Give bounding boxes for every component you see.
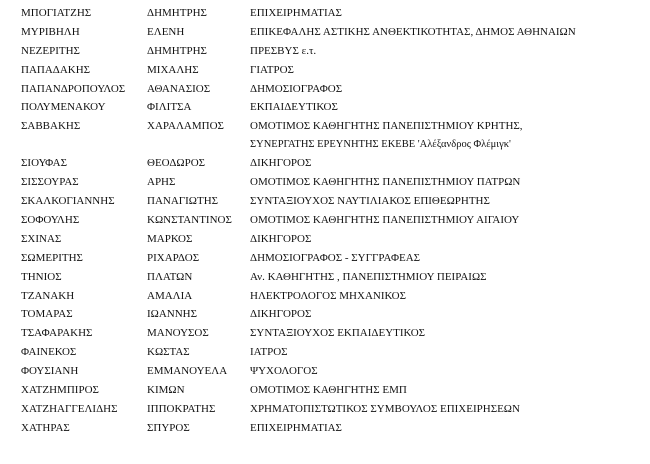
first-name: ΑΜΑΛΙΑ bbox=[147, 289, 193, 302]
first-name: ΠΑΝΑΓΙΩΤΗΣ bbox=[147, 195, 219, 208]
list-row-5 bbox=[0, 80, 650, 99]
occupation: ΔΙΚΗΓΟΡΟΣ bbox=[250, 232, 312, 245]
first-name: ΔΗΜΗΤΡΗΣ bbox=[147, 7, 207, 19]
occupation: ΙΑΤΡΟΣ bbox=[250, 346, 288, 359]
occupation: ΓΙΑΤΡΟΣ bbox=[250, 63, 294, 76]
occupation: ΨΥΧΟΛΟΓΟΣ bbox=[250, 365, 318, 378]
surname: ΤΣΑΦΑΡΑΚΗΣ bbox=[21, 327, 93, 340]
occupation: ΕΚΠΑΙΔΕΥΤΙΚΟΣ bbox=[250, 101, 338, 114]
surname: ΣΧΙΝΑΣ bbox=[21, 232, 62, 245]
surname: ΝΕΖΕΡΙΤΗΣ bbox=[21, 44, 80, 57]
first-name: ΕΛΕΝΗ bbox=[147, 25, 185, 38]
first-name: ΡΙΧΑΡΔΟΣ bbox=[147, 251, 200, 264]
list-row-10 bbox=[0, 192, 650, 211]
list-row-9 bbox=[0, 173, 650, 192]
list-row-2 bbox=[0, 23, 650, 42]
first-name: ΑΡΗΣ bbox=[147, 176, 176, 189]
occupation: ΣΥΝΤΑΞΙΟΥΧΟΣ ΕΚΠΑΙΔΕΥΤΙΚΟΣ bbox=[250, 327, 426, 340]
first-name: ΦΙΛΙΤΣΑ bbox=[147, 101, 192, 114]
surname: ΧΑΤΖΗΜΠΙΡΟΣ bbox=[21, 384, 99, 397]
first-name: ΚΩΣΤΑΣ bbox=[147, 346, 190, 359]
list-row-19 bbox=[0, 362, 650, 381]
occupation-line-1: ΟΜΟΤΙΜΟΣ ΚΑΘΗΓΗΤΗΣ ΠΑΝΕΠΙΣΤΗΜΙΟΥ ΚΡΗΤΗΣ, bbox=[250, 120, 523, 133]
surname: ΜΥΡΙΒΗΛΗ bbox=[21, 25, 80, 38]
surname: ΧΑΤΗΡΑΣ bbox=[21, 421, 70, 434]
list-row-15 bbox=[0, 287, 650, 306]
surname: ΣΚΑΛΚΟΓΙΑΝΝΗΣ bbox=[21, 195, 115, 208]
list-row-6 bbox=[0, 98, 650, 117]
surname: ΤΟΜΑΡΑΣ bbox=[21, 308, 73, 321]
surname: ΣΑΒΒΑΚΗΣ bbox=[21, 120, 81, 133]
surname: ΣΩΜΕΡΙΤΗΣ bbox=[21, 251, 83, 264]
occupation: Αν. ΚΑΘΗΓΗΤΗΣ , ΠΑΝΕΠΙΣΤΗΜΙΟΥ ΠΕΙΡΑΙΩΣ bbox=[250, 270, 487, 283]
occupation-line-2: ΣΥΝΕΡΓΑΤΗΣ ΕΡΕΥΝΗΤΗΣ ΕΚΕΒΕ 'Αλέξανδρος Φλέμιγκ' bbox=[250, 139, 511, 151]
first-name: ΧΑΡΑΛΑΜΠΟΣ bbox=[147, 120, 224, 133]
list-row-4 bbox=[0, 61, 650, 80]
occupation: ΔΙΚΗΓΟΡΟΣ bbox=[250, 308, 312, 321]
surname: ΣΟΦΟΥΛΗΣ bbox=[21, 214, 80, 227]
surname: ΠΟΛΥΜΕΝΑΚΟΥ bbox=[21, 101, 106, 114]
list-row-20 bbox=[0, 381, 650, 400]
list-row-13 bbox=[0, 249, 650, 268]
occupation: ΧΡΗΜΑΤΟΠΙΣΤΩΤΙΚΟΣ ΣΥΜΒΟΥΛΟΣ ΕΠΙΧΕΙΡΗΣΕΩΝ bbox=[250, 402, 520, 415]
occupation: ΔΙΚΗΓΟΡΟΣ bbox=[250, 157, 312, 170]
surname: ΠΑΠΑΝΔΡΟΠΟΥΛΟΣ bbox=[21, 82, 126, 95]
list-row-3 bbox=[0, 42, 650, 61]
list-row-11 bbox=[0, 211, 650, 230]
occupation: ΗΛΕΚΤΡΟΛΟΓΟΣ ΜΗΧΑΝΙΚΟΣ bbox=[250, 289, 407, 302]
first-name: ΜΑΡΚΟΣ bbox=[147, 232, 193, 245]
list-row-7 bbox=[0, 117, 650, 154]
surname: ΤΖΑΝΑΚΗ bbox=[21, 289, 75, 302]
first-name: ΙΠΠΟΚΡΑΤΗΣ bbox=[147, 402, 216, 415]
first-name: ΠΛΑΤΩΝ bbox=[147, 270, 193, 283]
surname: ΠΑΠΑΔΑΚΗΣ bbox=[21, 63, 91, 76]
first-name: ΜΑΝΟΥΣΟΣ bbox=[147, 327, 209, 340]
surname: ΤΗΝΙΟΣ bbox=[21, 270, 62, 283]
surname: ΧΑΤΖΗΑΓΓΕΛΙΔΗΣ bbox=[21, 402, 118, 415]
occupation: ΟΜΟΤΙΜΟΣ ΚΑΘΗΓΗΤΗΣ ΠΑΝΕΠΙΣΤΗΜΙΟΥ ΑΙΓΑΙΟΥ bbox=[250, 214, 520, 227]
surname: ΣΙΣΣΟΥΡΑΣ bbox=[21, 176, 79, 189]
occupation: ΔΗΜΟΣΙΟΓΡΑΦΟΣ - ΣΥΓΓΡΑΦΕΑΣ bbox=[250, 251, 421, 264]
occupation: ΠΡΕΣΒΥΣ ε.τ. bbox=[250, 44, 317, 57]
first-name: ΔΗΜΗΤΡΗΣ bbox=[147, 44, 207, 57]
list-row-1 bbox=[0, 4, 650, 23]
signatory-list bbox=[0, 4, 650, 438]
list-row-8 bbox=[0, 154, 650, 173]
list-row-21 bbox=[0, 400, 650, 419]
surname: ΜΠΟΓΙΑΤΖΗΣ bbox=[21, 7, 92, 19]
occupation: ΕΠΙΧΕΙΡΗΜΑΤΙΑΣ bbox=[250, 421, 342, 434]
list-row-22 bbox=[0, 419, 650, 438]
first-name: ΙΩΑΝΝΗΣ bbox=[147, 308, 198, 321]
occupation: ΔΗΜΟΣΙΟΓΡΑΦΟΣ bbox=[250, 82, 343, 95]
first-name: ΜΙΧΑΛΗΣ bbox=[147, 63, 199, 76]
surname: ΦΑΙΝΕΚΟΣ bbox=[21, 346, 77, 359]
first-name: ΕΜΜΑΝΟΥΕΛΑ bbox=[147, 365, 228, 378]
first-name: ΚΙΜΩΝ bbox=[147, 384, 185, 397]
list-row-18 bbox=[0, 343, 650, 362]
list-row-17 bbox=[0, 324, 650, 343]
first-name: ΑΘΑΝΑΣΙΟΣ bbox=[147, 82, 211, 95]
first-name: ΣΠΥΡΟΣ bbox=[147, 421, 190, 434]
occupation: ΕΠΙΧΕΙΡΗΜΑΤΙΑΣ bbox=[250, 7, 342, 19]
occupation: ΟΜΟΤΙΜΟΣ ΚΑΘΗΓΗΤΗΣ ΕΜΠ bbox=[250, 384, 407, 397]
occupation: ΟΜΟΤΙΜΟΣ ΚΑΘΗΓΗΤΗΣ ΠΑΝΕΠΙΣΤΗΜΙΟΥ ΠΑΤΡΩΝ bbox=[250, 176, 521, 189]
occupation: ΣΥΝΤΑΞΙΟΥΧΟΣ ΝΑΥΤΙΛΙΑΚΟΣ ΕΠΙΘΕΩΡΗΤΗΣ bbox=[250, 195, 490, 208]
list-row-12 bbox=[0, 230, 650, 249]
first-name: ΚΩΝΣΤΑΝΤΙΝΟΣ bbox=[147, 214, 232, 227]
occupation: ΕΠΙΚΕΦΑΛΗΣ ΑΣΤΙΚΗΣ ΑΝΘΕΚΤΙΚΟΤΗΤΑΣ, ΔΗΜΟΣ ΑΘΗΝΑΙΩΝ bbox=[250, 25, 576, 38]
list-row-14 bbox=[0, 268, 650, 287]
list-row-16 bbox=[0, 305, 650, 324]
occupation bbox=[250, 117, 523, 155]
surname: ΣΙΟΥΦΑΣ bbox=[21, 157, 68, 170]
surname: ΦΟΥΣΙΑΝΗ bbox=[21, 365, 79, 378]
first-name: ΘΕΟΔΩΡΟΣ bbox=[147, 157, 206, 170]
